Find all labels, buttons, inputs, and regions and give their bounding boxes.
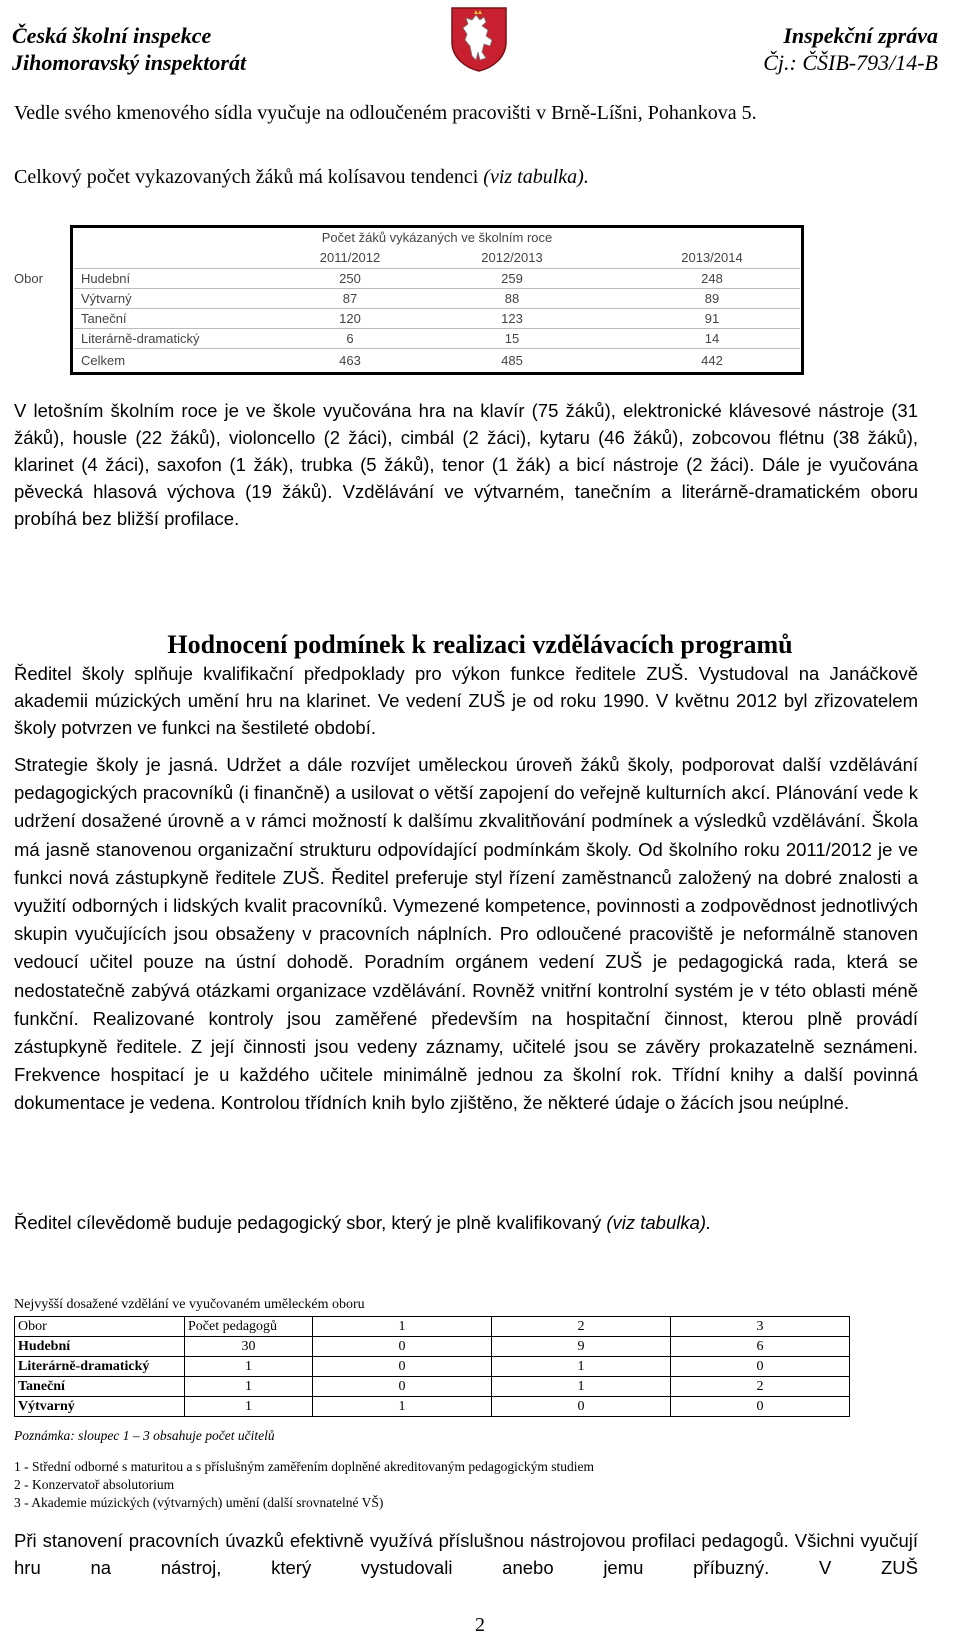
- table-note: Poznámka: sloupec 1 – 3 obsahuje počet učitelů: [14, 1428, 275, 1443]
- header-cell: 2: [492, 1317, 671, 1337]
- header-cell: Počet pedagogů: [185, 1317, 313, 1337]
- row-name: Literárně-dramatický: [81, 331, 200, 346]
- legend-item: 3 - Akademie múzických (výtvarných) umění (další srovnatelné VŠ): [14, 1495, 384, 1510]
- cell-value: 89: [704, 291, 720, 306]
- cell-value: 15: [504, 331, 520, 346]
- intro-count-ref: (viz tabulka).: [483, 166, 589, 188]
- field-label: Obor: [14, 271, 43, 286]
- cell-value: 0: [313, 1377, 492, 1397]
- cell-value: 1: [185, 1357, 313, 1377]
- strategy-paragraph: Strategie školy je jasná. Udržet a dále rozvíjet uměleckou úroveň žáků školy, podporovat další vzdělávání pedagogických pracovníků (i finančně) a usilovat o větší zapojení do veřejně kulturních akcí. Plánování vede k udržení dosažené úrovně a v rámci možností k dalšímu zkvalitňování podmínek a výsledků vzdělávání. Škola má jasně stanovenou organizační strukturu odpovídající podmínkám školy. Od školního roku 2011/2012 je ve funkci nová zástupkyně ředitele ZUŠ. Ředitel preferuje styl řízení zaměstnanců založený na dobré znalosti a využití odborných i lidských kvalit pracovníků. Vymezené kompetence, povinnosti a zodpovědnost jednotlivých skupin vyučujících jsou obsaženy v pracovních náplních. Pro odloučené pracoviště je neformálně stanoven vedoucí učitel pouze na ústní dohodě. Poradním orgánem vedení ZUŠ je pedagogická rada, která se nedostatečně zabývá otázkami organizace vzdělávání. Rovněž vnitřní kontrolní systém je v této oblasti méně funkční. Realizované kontroly jsou zaměřené především na hospitační činnost, kterou plně provádí zástupkyně ředitele. Z její činnosti jsou vedeny záznamy, učitelé jsou se závěry prokazatelně seznámeni. Frekvence hospitací je u každého učitele minimálně jednou za školní rok. Třídní knihy a další povinná dokumentace je vedena. Kontrolou třídních knih bylo zjištěno, že některé údaje o žácích jsou neúplné.: [14, 754, 918, 1114]
- header-organization: [12, 22, 246, 76]
- intro-count-paragraph: [14, 164, 918, 191]
- staff-paragraph: [14, 1209, 918, 1236]
- cell-value: 485: [501, 353, 523, 368]
- cell-value: 91: [704, 311, 720, 326]
- header-cell: 3: [671, 1317, 850, 1337]
- students-table-title: Počet žáků vykázaných ve školním roce: [321, 230, 553, 245]
- cell-value: 6: [671, 1337, 850, 1357]
- legend-item: 2 - Konzervatoř absolutorium: [14, 1477, 175, 1492]
- row-name: Taneční: [81, 311, 127, 326]
- cell-value: 0: [313, 1357, 492, 1377]
- cell-value: 14: [704, 331, 720, 346]
- cell-value: 463: [339, 353, 361, 368]
- cell-value: 1: [492, 1377, 671, 1397]
- year-header: 2012/2013: [481, 250, 543, 265]
- header-cell: Obor: [15, 1317, 185, 1337]
- cell-value: 0: [671, 1397, 850, 1417]
- cell-value: 87: [342, 291, 358, 306]
- education-table: [14, 1316, 850, 1417]
- cell-value: 2: [671, 1377, 850, 1397]
- intro-paragraph: Vedle svého kmenového sídla vyučuje na odloučeném pracovišti v Brně-Líšni, Pohankova 5.: [14, 102, 757, 124]
- cell-value: 6: [346, 331, 354, 346]
- row-name: Literárně-dramatický: [15, 1357, 185, 1377]
- table-header-row: [15, 1317, 850, 1337]
- row-name: Výtvarný: [81, 291, 132, 306]
- cell-value: 250: [339, 271, 361, 286]
- table-row: [15, 1337, 850, 1357]
- row-name: Hudební: [81, 271, 131, 286]
- cell-value: 0: [671, 1357, 850, 1377]
- cell-value: 1: [492, 1357, 671, 1377]
- table-row: [15, 1397, 850, 1417]
- table-row: [15, 1377, 850, 1397]
- table-row: [15, 1357, 850, 1377]
- workload-paragraph: Při stanovení pracovních úvazků efektivně využívá příslušnou nástrojovou profilaci pedagogů. Všichni vyučují hru na nástroj, který vystudovali anebo jemu příbuzný. V ZUŠ: [14, 1530, 918, 1578]
- cell-value: 1: [185, 1397, 313, 1417]
- cell-value: 120: [339, 311, 361, 326]
- org-branch: Jihomoravský inspektorát: [12, 50, 247, 75]
- year-header: 2011/2012: [319, 250, 381, 265]
- section-heading: Hodnocení podmínek k realizaci vzdělávacích programů: [167, 630, 793, 659]
- instruments-paragraph: V letošním školním roce je ve škole vyučována hra na klavír (75 žáků), elektronické klávesové nástroje (31 žáků), housle (22 žáků), violoncello (2 žáci), cimbál (2 žáci), kytaru (46 žáků), zobcovou flétnu (38 žáků), klarinet (4 žáci), saxofon (1 žák), trubka (5 žáků), tenor (1 žák) a bicí nástroje (2 žáci). Dále je vyučována pěvecká hlasová výchova (19 žáků). Vzdělávání ve výtvarném, tanečním a literárně-dramatickém oboru probíhá bez bližší profilace.: [14, 400, 918, 529]
- page-number: 2: [475, 1614, 485, 1636]
- cell-value: 123: [501, 311, 523, 326]
- org-name: Česká školní inspekce: [12, 23, 212, 48]
- legend-item: 1 - Střední odborné s maturitou a s příslušným zaměřením doplněné akreditovaným pedagogickým studiem: [14, 1459, 594, 1474]
- cell-value: 1: [185, 1377, 313, 1397]
- cell-value: 0: [313, 1337, 492, 1357]
- year-header: 2013/2014: [681, 250, 743, 265]
- document-type: Inspekční zpráva: [783, 23, 938, 48]
- row-name: Taneční: [15, 1377, 185, 1397]
- row-name: Celkem: [81, 353, 126, 368]
- row-name: Výtvarný: [15, 1397, 185, 1417]
- cell-value: 248: [701, 271, 723, 286]
- staff-ref: (viz tabulka).: [606, 1212, 712, 1233]
- cell-value: 9: [492, 1337, 671, 1357]
- cell-value: 30: [185, 1337, 313, 1357]
- coat-of-arms-icon: [450, 6, 508, 72]
- cell-value: 0: [492, 1397, 671, 1417]
- document-reference: Čj.: ČŠIB-793/14-B: [763, 50, 938, 75]
- director-paragraph: Ředitel školy splňuje kvalifikační předpoklady pro výkon funkce ředitele ZUŠ. Vystudoval na Janáčkově akademii múzických umění hru na klarinet. Ve vedení ZUŠ je od roku 1990. V květnu 2012 byl zřizovatelem školy potvrzen ve funkci na šestileté období.: [14, 663, 918, 738]
- header-cell: 1: [313, 1317, 492, 1337]
- cell-value: 259: [501, 271, 523, 286]
- cell-value: 88: [504, 291, 520, 306]
- cell-value: 1: [313, 1397, 492, 1417]
- staff-text: Ředitel cílevědomě buduje pedagogický sbor, který je plně kvalifikovaný: [14, 1212, 607, 1233]
- cell-value: 442: [701, 353, 723, 368]
- row-name: Hudební: [15, 1337, 185, 1357]
- header-document: [763, 22, 938, 76]
- intro-count-text: Celkový počet vykazovaných žáků má kolísavou tendenci: [14, 166, 484, 188]
- education-table-caption: Nejvyšší dosažené vzdělání ve vyučovaném uměleckém oboru: [14, 1297, 365, 1312]
